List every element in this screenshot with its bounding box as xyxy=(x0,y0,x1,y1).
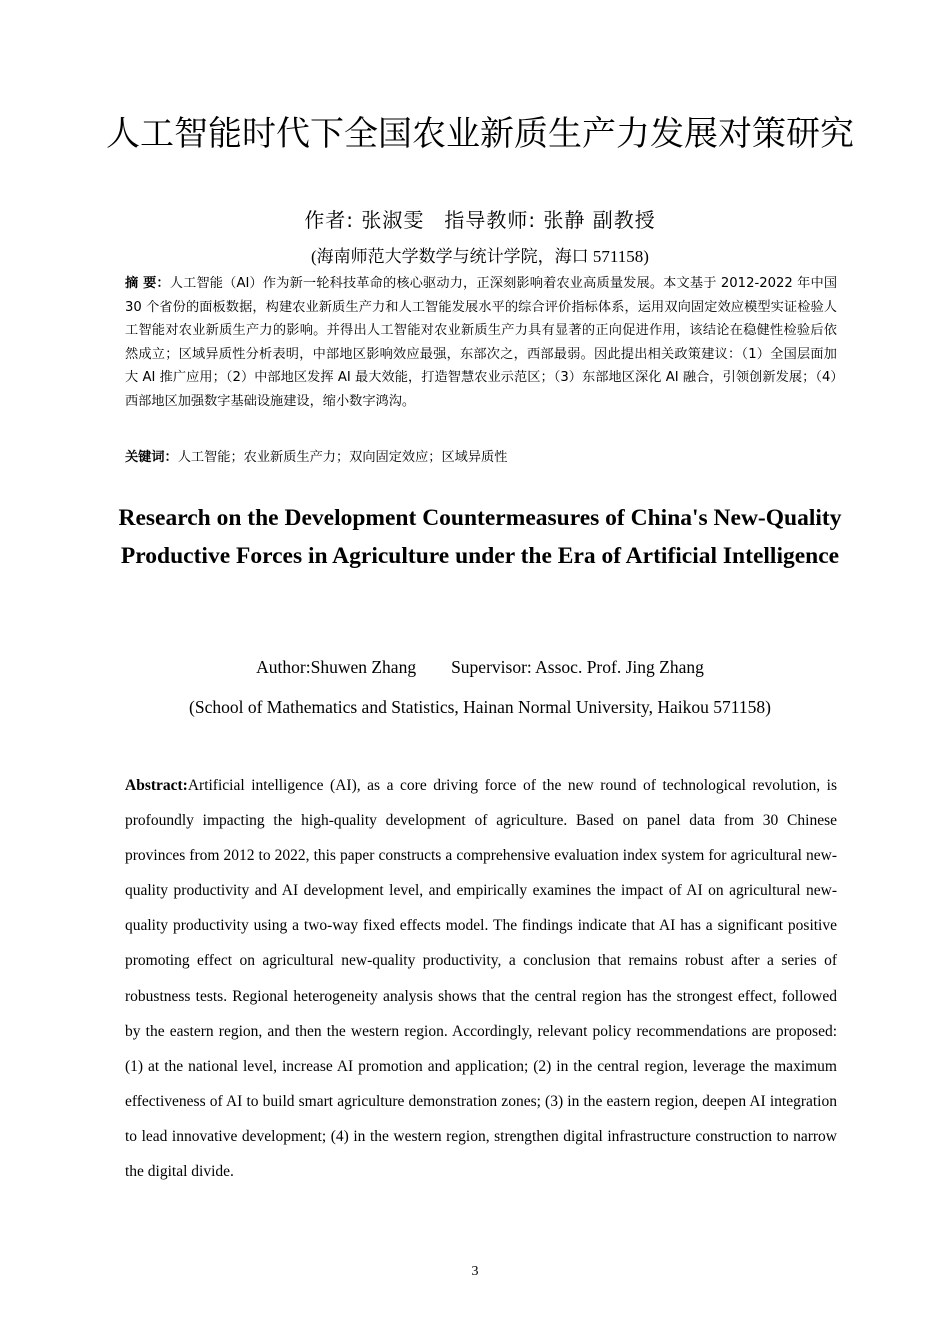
chinese-keywords xyxy=(125,446,837,470)
english-abstract-text: Artificial intelligence (AI), as a core driving force of the new round of technological revolution, is profoundly impacting the high-quality development of agriculture. Based on panel data from 30 Chinese provinces from 2012 to 2022, this paper constructs a comprehensive evaluation index system for agricultural new-quality productivity and AI development level, and empirically examines the impact of AI on agricultural new-quality productivity using a two-way fixed effects model. The findings indicate that AI has a significant positive promoting effect on agricultural new-quality productivity, a conclusion that remains robust after a series of robustness tests. Regional heterogeneity analysis shows that the central region has the strongest effect, followed by the eastern region, and then the western region. Accordingly, relevant policy recommendations are proposed: (1) at the national level, increase AI promotion and application; (2) in the central region, leverage the maximum effectiveness of AI to build smart agriculture demonstration zones; (3) in the eastern region, deepen AI integration to lead innovative development; (4) in the western region, strengthen digital infrastructure construction to narrow the digital divide. xyxy=(125,777,837,1181)
english-affiliation: (School of Mathematics and Statistics, Hainan Normal University, Haikou 571158) xyxy=(189,697,771,717)
english-author-line: Author:Shuwen Zhang Supervisor: Assoc. Prof. Jing Zhang xyxy=(256,657,704,677)
chinese-title: 人工智能时代下全国农业新质生产力发展对策研究 xyxy=(106,114,854,154)
chinese-abstract-text: 人工智能（AI）作为新一轮科技革命的核心驱动力，正深刻影响着农业高质量发展。本文基于 2012-2022 年中国 30 个省份的面板数据，构建农业新质生产力和人工智能发展水平的综合评价指标体系，运用双向固定效应模型实证检验人工智能对农业新质生产力的影响。并得出人工智能对农业新质生产力具有显著的正向促进作用，该结论在稳健性检验后依然成立；区域异质性分析表明，中部地区影响效应最强，东部次之，西部最弱。因此提出相关政策建议：（1）全国层面加大 AI 推广应用；（2）中部地区发挥 AI 最大效能，打造智慧农业示范区；（3）东部地区深化 AI 融合，引领创新发展；（4）西部地区加强数字基础设施建设，缩小数字鸿沟。 xyxy=(125,276,838,409)
chinese-abstract-label: 摘 要： xyxy=(125,276,170,291)
chinese-keywords-text: 人工智能；农业新质生产力；双向固定效应；区域异质性 xyxy=(177,450,508,465)
page-number: 3 xyxy=(471,1264,479,1279)
chinese-keywords-label: 关键词： xyxy=(125,450,178,465)
chinese-supervisor: 指导教师: 张静 副教授 xyxy=(444,208,656,232)
chinese-author: 作者: 张淑雯 xyxy=(304,208,425,232)
chinese-affiliation: (海南师范大学数学与统计学院，海口 571158) xyxy=(311,247,649,266)
english-abstract xyxy=(125,768,837,1189)
chinese-author-line xyxy=(100,205,860,235)
english-title: Research on the Development Countermeasures of China's New-Quality Productive Forces in Agriculture under the Era of Artificial Intelligence xyxy=(118,505,842,569)
english-abstract-label: Abstract: xyxy=(125,777,188,794)
chinese-abstract xyxy=(125,272,837,413)
